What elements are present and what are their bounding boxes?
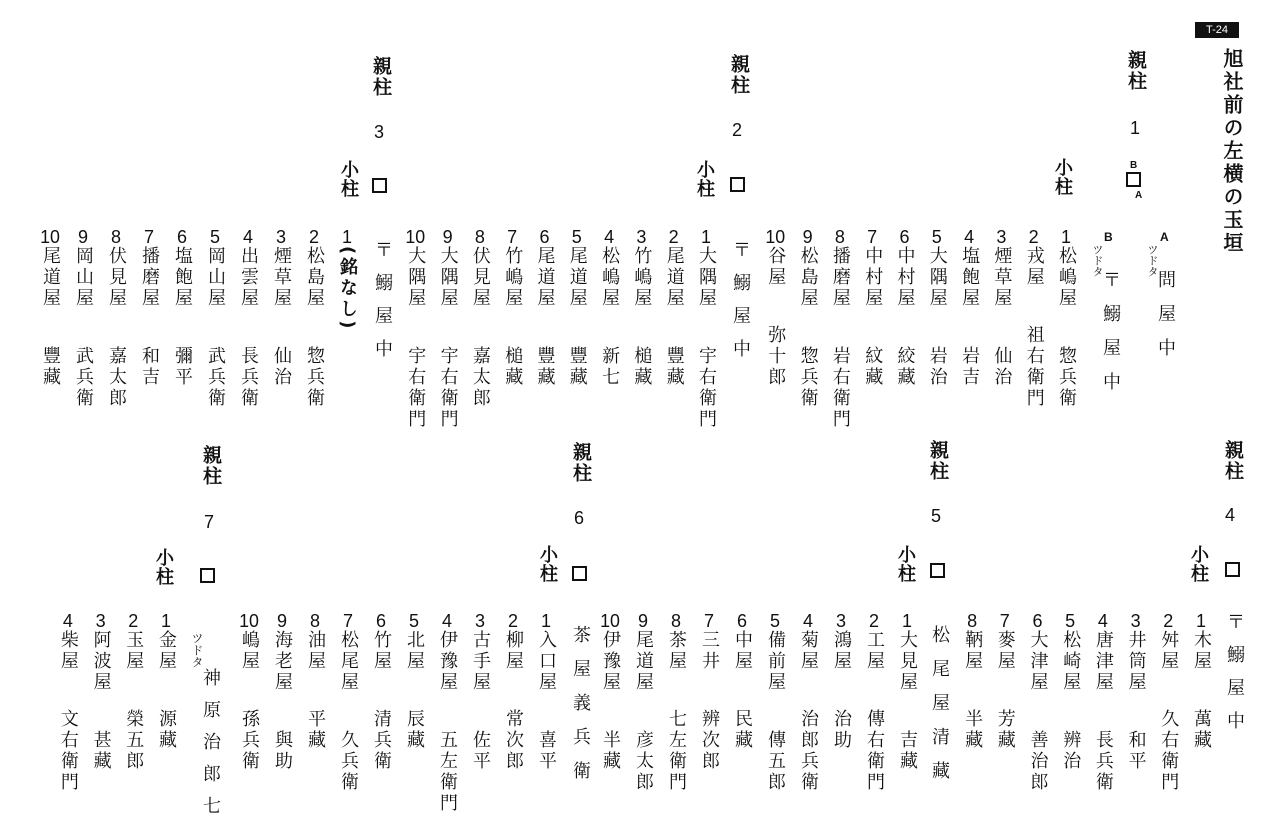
page-tag: T-24 (1195, 22, 1239, 38)
entry-name: 菊屋 (798, 630, 819, 672)
kobashira-5-label: 小柱 (895, 545, 916, 583)
entry-number: 2 (128, 612, 139, 630)
g4-entry-1 (1191, 612, 1211, 751)
entry-number: 10 (239, 612, 259, 630)
entry-name: 舛屋 (1158, 630, 1180, 672)
g4-entry-5 (1060, 612, 1080, 772)
entry-given-name: 彦太郎 (633, 709, 654, 793)
entry-number: 1 (700, 228, 711, 246)
g3-entry-10 (40, 228, 60, 388)
entry-number: 8 (474, 228, 485, 246)
g6-entry-2 (503, 612, 523, 772)
entry-given-name: 長兵衛 (238, 325, 259, 409)
entry-number: 7 (507, 228, 518, 246)
entry-number: 3 (835, 612, 846, 630)
entry-name: 塩飽屋 (172, 246, 193, 309)
g6-entry-3 (470, 612, 490, 772)
entry-name: 煙草屋 (991, 246, 1013, 309)
entry-name: 松崎屋 (1060, 630, 1082, 693)
entry-name: 北屋 (404, 630, 425, 672)
entry-name: 木屋 (1191, 630, 1212, 672)
g2-entry-8 (470, 228, 490, 409)
page-title: 旭社前の左横の玉垣 (1220, 48, 1244, 255)
g4-entry-3 (1126, 612, 1146, 772)
entry-number: 5 (931, 228, 942, 246)
entry-name: 大隅屋 (696, 246, 717, 309)
oyabashira-6-number: 6 (574, 508, 585, 528)
entry-given-name: 甚藏 (90, 709, 112, 772)
kobashira-5-text: 松尾屋清藏 (929, 625, 950, 795)
entry-given-name: 源藏 (156, 688, 177, 751)
g5-entry-4 (798, 612, 818, 793)
entry-given-name: 彌平 (172, 325, 193, 388)
entry-given-name: 仙治 (991, 325, 1013, 388)
entry-number: 5 (408, 612, 419, 630)
entry-given-name: 岩右衛門 (829, 325, 851, 430)
entry-name: 伏見屋 (106, 246, 127, 309)
entry-name: 工屋 (864, 630, 885, 672)
entry-given-name: 半藏 (962, 688, 984, 751)
entry-number: 6 (736, 612, 747, 630)
kobashira-5-box (930, 563, 945, 578)
kobashira-2-box (730, 177, 745, 192)
entry-number: 8 (834, 228, 845, 246)
entry-number: 9 (77, 228, 88, 246)
g5-entry-6 (732, 612, 752, 751)
entry-number: 7 (867, 228, 878, 246)
entry-number: 9 (442, 228, 453, 246)
entry-given-name: 五左衛門 (437, 709, 458, 814)
entry-number: 3 (996, 228, 1007, 246)
entry-given-name: 槌藏 (631, 325, 653, 388)
oyabashira-7-number: 7 (204, 512, 215, 532)
entry-name: 古手屋 (470, 630, 491, 693)
entry-given-name: 萬藏 (1191, 688, 1212, 751)
entry-name: 中屋 (732, 630, 753, 672)
entry-number: 10 (765, 228, 786, 246)
entry-name: 大見屋 (897, 630, 918, 693)
g3-entry-1 (337, 228, 357, 347)
entry-name: 松尾屋 (338, 630, 359, 693)
g5-entry-7 (699, 612, 719, 772)
entry-given-name: 宇右衛門 (696, 325, 717, 430)
oyabashira-4-number: 4 (1225, 505, 1236, 525)
entry-given-name: 嘉太郎 (106, 325, 127, 409)
entry-number: 6 (899, 228, 910, 246)
entry-name: 海老屋 (272, 630, 293, 693)
g5-entry-5 (765, 612, 785, 793)
entry-given-name: 傳右衛門 (864, 688, 885, 793)
entry-name: 金屋 (156, 630, 177, 672)
entry-name: 嶋屋 (239, 630, 260, 672)
entry-number: 1 (160, 612, 171, 630)
entry-name: 竹屋 (371, 630, 392, 672)
entry-name: 松島屋 (797, 246, 819, 309)
g5-entry-3 (831, 612, 851, 751)
kobashira-4-box (1225, 562, 1240, 577)
g6-entry-7 (338, 612, 358, 793)
g6-entry-10 (239, 612, 259, 772)
oyabashira-5-number: 5 (931, 506, 942, 526)
entry-name: 大隅屋 (405, 246, 427, 309)
entry-number: 8 (670, 612, 681, 630)
entry-number: 10 (600, 612, 620, 630)
entry-name: 塩飽屋 (959, 246, 981, 309)
entry-number: 3 (474, 612, 485, 630)
entry-given-name: 文右衛門 (57, 688, 79, 793)
entry-name: 唐津屋 (1092, 630, 1114, 693)
entry-given-name: 榮五郎 (123, 688, 145, 772)
g3-entry-5 (205, 228, 225, 409)
entry-given-name: 豐藏 (40, 325, 61, 388)
entry-given-name: 半藏 (600, 709, 621, 772)
entry-name: 中村屋 (862, 246, 884, 309)
entry-given-name: 長兵衛 (1092, 709, 1114, 793)
entry-given-name: 與助 (272, 709, 293, 772)
marker-a: A (1135, 190, 1143, 201)
entry-name: 松嶋屋 (1056, 246, 1077, 309)
oyabashira-1-label: 親柱 (1125, 50, 1147, 92)
entry-name: 播磨屋 (139, 246, 160, 309)
entry-name: 煙草屋 (271, 246, 292, 309)
entry-name: 柳屋 (503, 630, 524, 672)
g1-entry-7 (862, 228, 882, 388)
entry-name: 大隅屋 (437, 246, 459, 309)
entry-name: 尾道屋 (40, 246, 61, 309)
g3-entry-9 (73, 228, 93, 409)
g3-entry-2 (304, 228, 324, 409)
entry-name: 松嶋屋 (599, 246, 621, 309)
entry-name: 竹嶋屋 (502, 246, 524, 309)
g1-entry-2 (1024, 228, 1044, 409)
g4-entry-6 (1028, 612, 1048, 793)
entry-given-name: 宇右衛門 (437, 325, 459, 430)
entry-number: 6 (1032, 612, 1043, 630)
entry-name: 玉屋 (123, 630, 145, 672)
entry-name: 油屋 (305, 630, 326, 672)
entry-number: 2 (868, 612, 879, 630)
entry-name: 茶屋 (666, 630, 687, 672)
entry-number: 5 (769, 612, 780, 630)
entry-given-name: 孫兵衛 (239, 688, 260, 772)
g2-entry-6 (535, 228, 555, 388)
entry-number: 1 (1195, 612, 1206, 630)
entry-number: 10 (405, 228, 426, 246)
entry-name: 出雲屋 (238, 246, 259, 309)
kobashira-2-text: 〒鰯屋中 (730, 240, 751, 372)
entry-name: 播磨屋 (829, 246, 851, 309)
entry-number: 5 (209, 228, 220, 246)
entry-given-name: 七左衛門 (666, 688, 687, 793)
entry-name: 中村屋 (894, 246, 916, 309)
oyabashira-3-number: 3 (374, 122, 385, 142)
g6-entry-6 (371, 612, 391, 772)
entry-name: 尾道屋 (534, 246, 556, 309)
entry-name: 備前屋 (765, 630, 786, 693)
g5-entry-1 (897, 612, 917, 772)
entry-name: 入口屋 (536, 630, 557, 693)
tsudota-7: ツドタ (190, 632, 204, 668)
entry-given-name: 和平 (1125, 709, 1147, 772)
entry-given-name: 久右衛門 (1158, 688, 1180, 793)
entry-given-name: 辨次郎 (699, 688, 720, 772)
entry-name: 麥屋 (994, 630, 1016, 672)
g2-entry-9 (438, 228, 458, 430)
g2-entry-2 (664, 228, 684, 388)
entry-number: 7 (999, 612, 1010, 630)
entry-given-name: 清兵衛 (371, 688, 392, 772)
entry-given-name: 宇右衛門 (405, 325, 427, 430)
kobashira-1-label: 小柱 (1052, 158, 1073, 196)
entry-given-name: 岩吉 (959, 325, 981, 388)
oyabashira-6-label: 親柱 (570, 442, 592, 484)
col-b-marker: B (1104, 230, 1113, 244)
entry-name: 阿波屋 (90, 630, 112, 693)
entry-number: 8 (967, 612, 978, 630)
entry-name: 松島屋 (304, 246, 325, 309)
entry-number: 6 (176, 228, 187, 246)
entry-given-name: 芳藏 (994, 688, 1016, 751)
oyabashira-7-label: 親柱 (200, 445, 222, 487)
oyabashira-2-label: 親柱 (728, 54, 750, 96)
entry-name: (銘なし) (337, 246, 358, 332)
oyabashira-4-label: 親柱 (1222, 440, 1244, 482)
g3-entry-7 (139, 228, 159, 388)
entry-number: 6 (375, 612, 386, 630)
entry-number: 2 (1163, 612, 1174, 630)
entry-given-name: 治郎兵衛 (798, 688, 819, 793)
kobashira-2-label: 小柱 (694, 160, 715, 198)
entry-number: 10 (40, 228, 60, 246)
entry-given-name: 豐藏 (663, 325, 685, 388)
entry-number: 3 (636, 228, 647, 246)
g2-entry-1 (696, 228, 716, 430)
kobashira-1-box (1126, 172, 1141, 187)
entry-name: 尾道屋 (566, 246, 588, 309)
g1-entry-5 (927, 228, 947, 388)
entry-number: 3 (275, 228, 286, 246)
entry-number: 5 (571, 228, 582, 246)
entry-name: 大隅屋 (926, 246, 948, 309)
entry-name: 竹嶋屋 (631, 246, 653, 309)
tsudota-b: ツドタ (1091, 244, 1104, 277)
entry-number: 2 (507, 612, 518, 630)
g1-entry-1 (1056, 228, 1076, 409)
entry-given-name: 豐藏 (566, 325, 588, 388)
g6-entry-8 (305, 612, 325, 751)
entry-number: 9 (802, 228, 813, 246)
entry-number: 7 (143, 228, 154, 246)
g5-entry-2 (864, 612, 884, 793)
entry-number: 2 (1028, 228, 1039, 246)
g4-entry-2 (1158, 612, 1178, 793)
a-column-text: 問屋中 (1155, 270, 1176, 372)
kobashira-3-text: 〒鰯屋中 (372, 240, 393, 372)
entry-given-name: 弥十郎 (765, 304, 787, 388)
g4-entry-4 (1093, 612, 1113, 793)
g1-entry-4 (959, 228, 979, 388)
entry-number: 6 (539, 228, 550, 246)
oyabashira-1-number: 1 (1130, 118, 1141, 138)
entry-name: 戎屋 (1023, 246, 1045, 288)
oyabashira-2-number: 2 (732, 120, 743, 140)
entry-name: 大津屋 (1027, 630, 1049, 693)
g2-entry-5 (567, 228, 587, 388)
kobashira-6-box (572, 566, 587, 581)
kobashira-7-text: 神原治郎七 (200, 668, 221, 828)
entry-given-name: 武兵衛 (205, 325, 226, 409)
entry-name: 谷屋 (765, 246, 787, 288)
entry-given-name: 惣兵衛 (304, 325, 325, 409)
entry-number: 9 (637, 612, 648, 630)
entry-number: 1 (1060, 228, 1071, 246)
entry-name: 伊豫屋 (600, 630, 621, 693)
g6-entry-5 (404, 612, 424, 751)
entry-given-name: 吉藏 (897, 709, 918, 772)
entry-given-name: 新七 (599, 325, 621, 388)
entry-number: 4 (802, 612, 813, 630)
g3-entry-8 (106, 228, 126, 409)
kobashira-4-label: 小柱 (1188, 545, 1209, 583)
oyabashira-3-label: 親柱 (370, 56, 392, 98)
g7-entry-3 (91, 612, 111, 772)
g6-entry-1 (536, 612, 556, 772)
entry-given-name: 善治郎 (1027, 709, 1049, 793)
entry-given-name: 治助 (831, 688, 852, 751)
entry-name: 岡山屋 (205, 246, 226, 309)
entry-number: 4 (1097, 612, 1108, 630)
entry-given-name: 槌藏 (502, 325, 524, 388)
g2-entry-3 (631, 228, 651, 388)
entry-name: 岡山屋 (73, 246, 94, 309)
g2-entry-10 (405, 228, 425, 430)
entry-given-name: 紋藏 (862, 325, 884, 388)
oyabashira-5-label: 親柱 (927, 440, 949, 482)
entry-number: 1 (341, 228, 352, 246)
entry-given-name: 常次郎 (503, 688, 524, 772)
entry-given-name: 祖右衛門 (1023, 304, 1045, 409)
g7-entry-1 (156, 612, 176, 751)
entry-name: 鞆屋 (962, 630, 984, 672)
marker-b: B (1130, 160, 1138, 171)
entry-given-name: 絞藏 (894, 325, 916, 388)
g1-entry-8 (830, 228, 850, 430)
entry-number: 3 (1130, 612, 1141, 630)
g6-entry-4 (437, 612, 457, 814)
kobashira-3-box (372, 178, 387, 193)
g5-entry-8 (666, 612, 686, 793)
entry-number: 8 (110, 228, 121, 246)
entry-name: 鴻屋 (831, 630, 852, 672)
g3-entry-6 (172, 228, 192, 388)
entry-number: 7 (703, 612, 714, 630)
col-a-marker: A (1160, 230, 1169, 244)
kobashira-7-label: 小柱 (153, 548, 174, 586)
entry-number: 4 (441, 612, 452, 630)
entry-given-name: 和吉 (139, 325, 160, 388)
entry-number: 4 (62, 612, 73, 630)
entry-number: 8 (309, 612, 320, 630)
entry-number: 3 (95, 612, 106, 630)
tsudota-a: ツドタ (1146, 244, 1159, 277)
entry-given-name: 民藏 (732, 688, 753, 751)
entry-given-name: 惣兵衛 (797, 325, 819, 409)
g5-entry-10 (600, 612, 620, 772)
g1-entry-6 (895, 228, 915, 388)
b-column-text: 〒鰯屋中 (1100, 270, 1121, 406)
entry-given-name: 辰藏 (404, 688, 425, 751)
g4-entry-8 (962, 612, 982, 751)
entry-given-name: 平藏 (305, 688, 326, 751)
entry-name: 柴屋 (57, 630, 79, 672)
entry-given-name: 豐藏 (534, 325, 556, 388)
entry-given-name: 久兵衛 (338, 709, 359, 793)
entry-given-name: 佐平 (470, 709, 491, 772)
g3-entry-3 (271, 228, 291, 388)
g7-entry-2 (123, 612, 143, 772)
entry-given-name: 仙治 (271, 325, 292, 388)
entry-name: 三井 (699, 630, 720, 672)
g1-entry-10 (765, 228, 785, 388)
g1-entry-9 (798, 228, 818, 409)
entry-given-name: 辨治 (1060, 709, 1082, 772)
entry-given-name: 武兵衛 (73, 325, 94, 409)
kobashira-6-label: 小柱 (537, 545, 558, 583)
g4-entry-7 (995, 612, 1015, 751)
g2-entry-7 (502, 228, 522, 388)
entry-number: 2 (668, 228, 679, 246)
kobashira-3-label: 小柱 (338, 160, 359, 198)
entry-number: 2 (308, 228, 319, 246)
entry-number: 4 (242, 228, 253, 246)
entry-given-name: 傳五郎 (765, 709, 786, 793)
entry-given-name: 喜平 (536, 709, 557, 772)
g1-entry-3 (991, 228, 1011, 388)
entry-number: 4 (964, 228, 975, 246)
entry-number: 9 (276, 612, 287, 630)
kobashira-6-text: 茶屋義兵衛 (570, 625, 591, 795)
entry-name: 尾道屋 (633, 630, 654, 693)
kobashira-4-text: 〒鰯屋中 (1224, 612, 1245, 744)
entry-name: 井筒屋 (1125, 630, 1147, 693)
entry-number: 1 (901, 612, 912, 630)
entry-given-name: 惣兵衛 (1056, 325, 1077, 409)
g6-entry-9 (272, 612, 292, 772)
g5-entry-9 (633, 612, 653, 793)
entry-given-name: 嘉太郎 (469, 325, 491, 409)
entry-name: 伏見屋 (469, 246, 491, 309)
entry-number: 1 (540, 612, 551, 630)
entry-number: 4 (604, 228, 615, 246)
entry-name: 伊豫屋 (437, 630, 458, 693)
entry-number: 7 (342, 612, 353, 630)
kobashira-7-box (200, 568, 215, 583)
entry-given-name: 岩治 (926, 325, 948, 388)
entry-number: 5 (1065, 612, 1076, 630)
g3-entry-4 (238, 228, 258, 409)
g2-entry-4 (599, 228, 619, 388)
entry-name: 尾道屋 (663, 246, 685, 309)
g7-entry-4 (58, 612, 78, 793)
